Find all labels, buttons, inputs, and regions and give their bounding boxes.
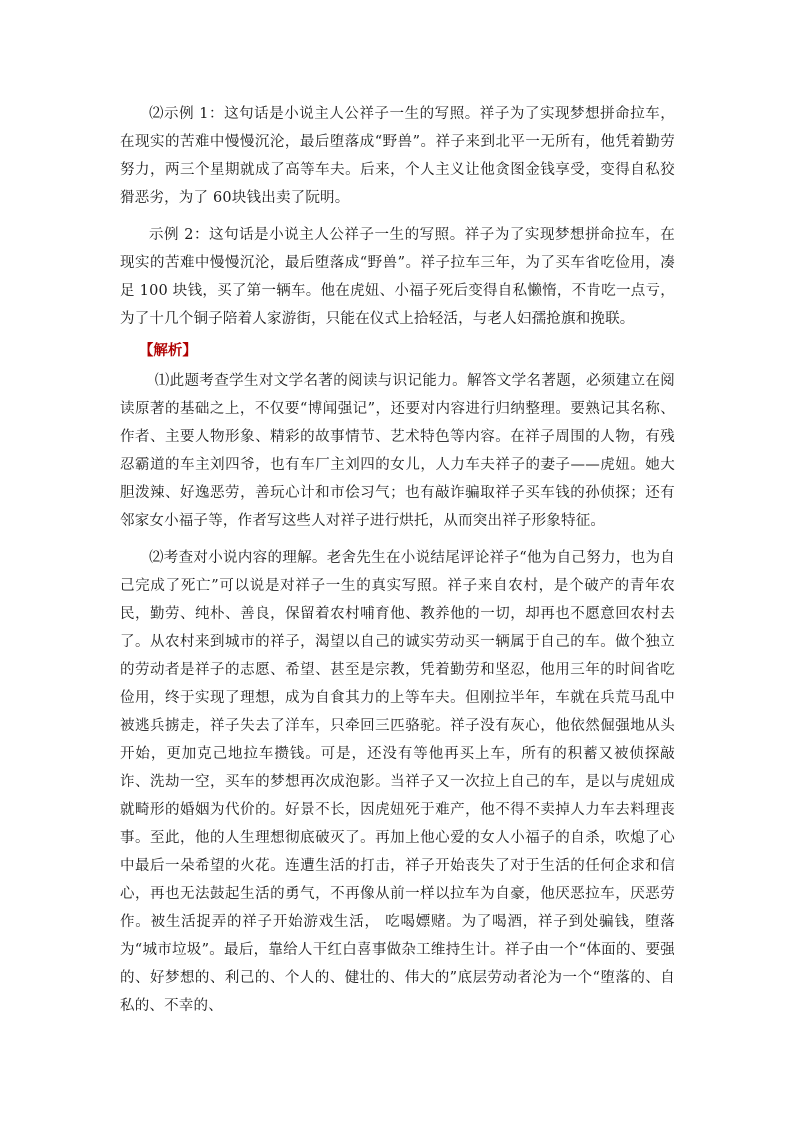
- analysis-heading: 【解析】: [138, 342, 197, 359]
- answer-example-2: 示例 2：这句话是小说主人公祥子一生的写照。祥子为了实现梦想拼命拉车，在现实的苦难中慢慢沉沦，最后堕落成“野兽”。祥子拉车三年，为了买车省吃俭用，凑足 100 块钱，买了第一辆车。他在虎妞、小福子死后变得自私懒惰，不肯吃一点亏，为了十几个铜子陪着人家游街，只能在仪式上拾轻活，与老人妇孺抢旗和挽联。: [120, 227, 675, 327]
- analysis-paragraph-2: ⑵考查对小说内容的理解。老舍先生在小说结尾评论祥子“他为自己努力，也为自己完成了死亡”可以说是对祥子一生的真实写照。祥子来自农村，是个破产的青年农民，勤劳、纯朴、善良，保留着农村哺育他、教养他的一切，却再也不愿意回农村去了。从农村来到城市的祥子，渴望以自己的诚实劳动买一辆属于自己的车。做个独立的劳动者是祥子的志愿、希望、甚至是宗教，凭着勤劳和坚忍，他用三年的时间省吃俭用，终于实现了理想，成为自食其力的上等车夫。但刚拉半年，车就在兵荒马乱中被逃兵掳走，祥子失去了洋车，只牵回三匹骆驼。祥子没有灰心，他依然倔强地从头开始，更加克己地拉车攒钱。可是，还没有等他再买上车，所有的积蓄又被侦探敲诈、洗劫一空，买车的梦想再次成泡影。当祥子又一次拉上自己的车，是以与虎妞成就畸形的婚姻为代价的。好景不长，因虎妞死于难产，他不得不卖掉人力车去料理丧事。至此，他的人生理想彻底破灭了。再加上他心爱的女人小福子的自杀，吹熄了心中最后一朵希望的火花。连遭生活的打击，祥子开始丧失了对于生活的任何企求和信心，再也无法鼓起生活的勇气，不再像从前一样以拉车为自豪，他厌恶拉车，厌恶劳作。被生活捉弄的祥子开始游戏生活， 吃喝嫖赌。为了喝酒，祥子到处骗钱，堕落为“城市垃圾”。最后，靠给人干红白喜事做杂工维持生计。祥子由一个“体面的、要强的、好梦想的、利己的、个人的、健壮的、伟大的”底层劳动者沦为一个“堕落的、自私的、不幸的、: [120, 550, 675, 1014]
- document-body: [120, 100, 675, 1020]
- answer-example-1: ⑵示例 1：这句话是小说主人公祥子一生的写照。祥子为了实现梦想拼命拉车，在现实的苦难中慢慢沉沦，最后堕落成“野兽”。祥子来到北平一无所有，他凭着勤劳努力，两三个星期就成了高等车夫。后来，个人主义让他贪图金钱享受，变得自私狡猾恶劣，为了 60块钱出卖了阮明。: [120, 106, 675, 206]
- analysis-paragraph-1: ⑴此题考查学生对文学名著的阅读与识记能力。解答文学名著题，必须建立在阅读原著的基础之上，不仅要“博闻强记”，还要对内容进行归纳整理。要熟记其名称、作者、主要人物形象、精彩的故事情节、艺术特色等内容。在祥子周围的人物，有残忍霸道的车主刘四爷，也有车厂主刘四的女儿，人力车夫祥子的妻子——虎妞。她大胆泼辣、好逸恶劳，善玩心计和市侩习气；也有敲诈骗取祥子买车钱的孙侦探；还有邻家女小福子等，作者写这些人对祥子进行烘托，从而突出祥子形象特征。: [120, 373, 675, 529]
